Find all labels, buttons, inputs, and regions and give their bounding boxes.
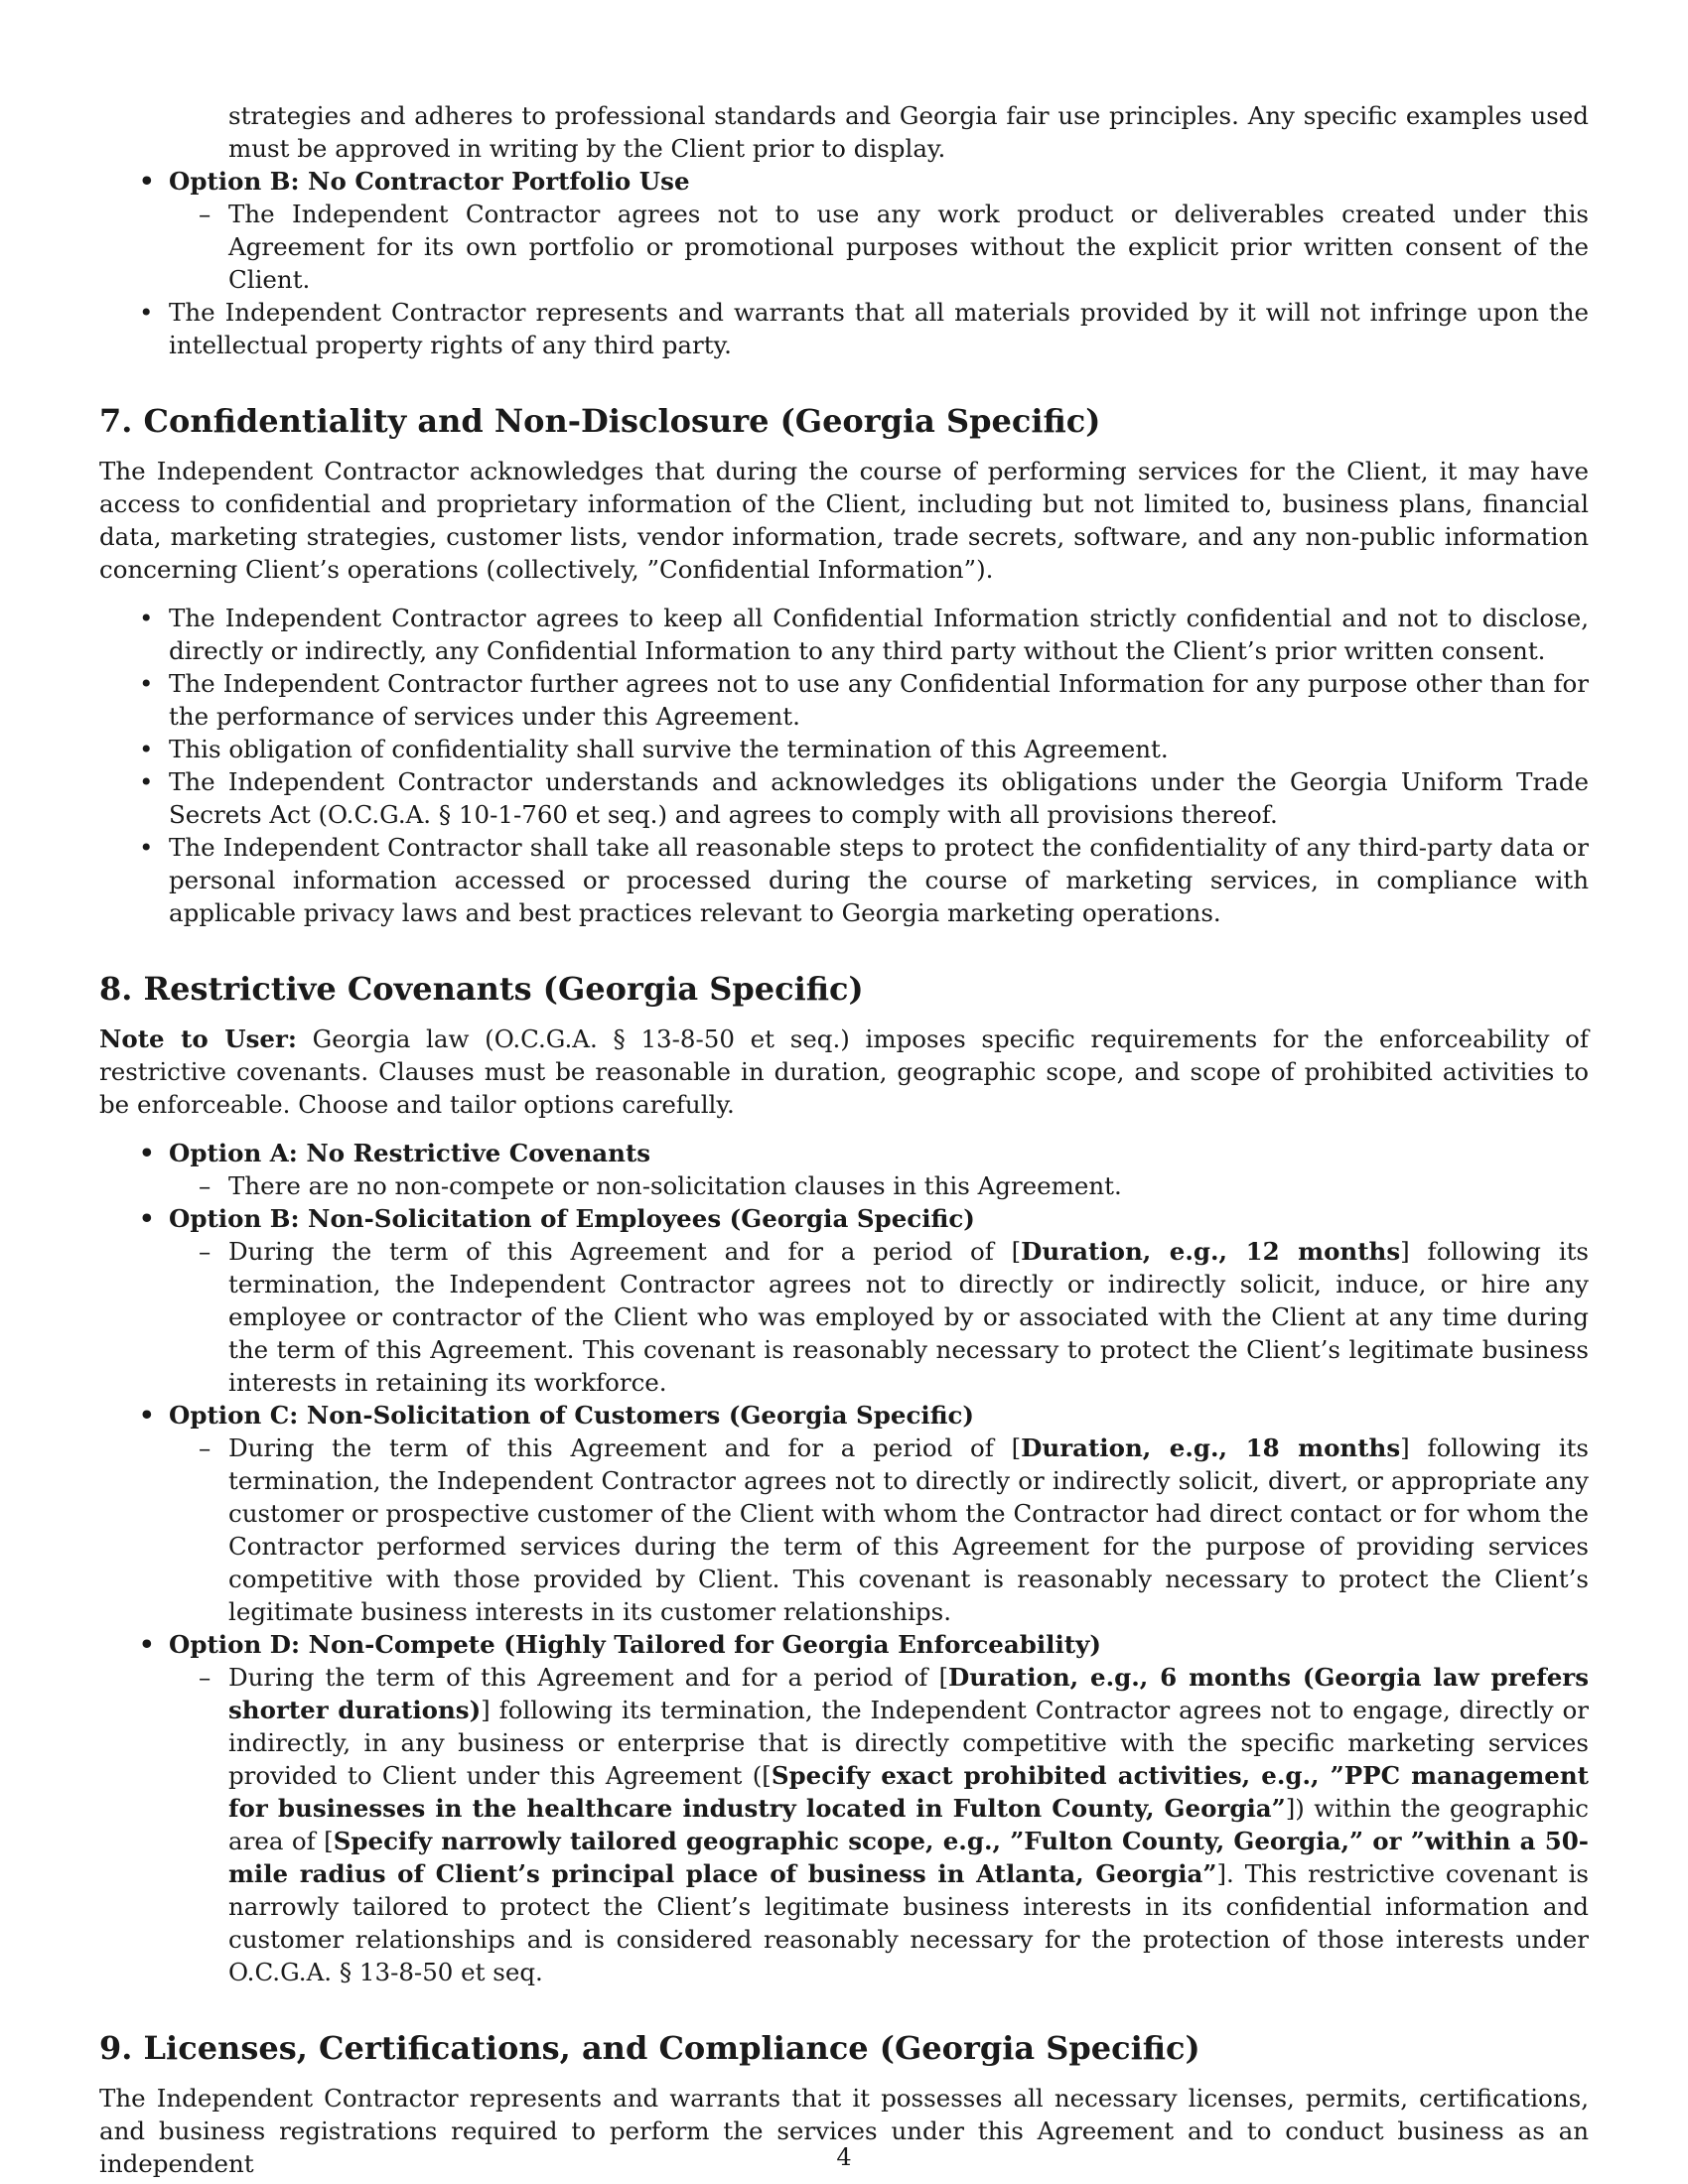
section-7-heading: 7. Confidentiality and Non-Disclosure (Georgia Specific) — [99, 402, 1101, 440]
option-d-geography: Specify narrowly tailored geographic scope, e.g., ”Fulton County, Georgia,” or ”within a 50-mile radius of Client’s principal place of business in Atlanta, Georgia” — [228, 1827, 1589, 1888]
list-item: • The Independent Contractor further agrees not to use any Confidential Information for any purpose other than for the performance of services under this Agreement. — [99, 667, 1589, 733]
list-item: • This obligation of confidentiality shall survive the termination of this Agreement. — [99, 733, 1589, 765]
section-9-paragraph: The Independent Contractor represents and warrants that it possesses all necessary licenses, permits, certifications, and business registrations required to perform the services under this Agreement and to conduct business as an independent — [99, 2084, 1589, 2178]
option-b-text — [99, 1235, 1589, 1399]
section-8-heading: 8. Restrictive Covenants (Georgia Specific) — [99, 970, 864, 1008]
option-b-text-pre: During the term of this Agreement and for a period of [ — [228, 1237, 1022, 1266]
option-d-text — [99, 1661, 1589, 1988]
section-9-heading: 9. Licenses, Certifications, and Compliance (Georgia Specific) — [99, 2029, 1200, 2067]
option-d-title: • Option D: Non-Compete (Highly Tailored for Georgia Enforceability) — [99, 1628, 1589, 1661]
option-b-duration: Duration, e.g., 12 months — [1021, 1237, 1401, 1266]
option-d-text-3: ]) within the geographic area of [ — [228, 1794, 1590, 1855]
option-a-continuation: strategies and adheres to professional standards and Georgia fair use principles. Any specific examples used must be approved in writing by the Client prior to display. — [228, 101, 1589, 163]
option-c-title: • Option C: Non-Solicitation of Customers (Georgia Specific) — [99, 1399, 1589, 1432]
option-c-text-pre: During the term of this Agreement and for a period of [ — [228, 1433, 1022, 1462]
option-d-text-4: ]. This restrictive covenant is narrowly tailored to protect the Client’s legitimate business interests in its confidential information and customer relationships and is considered reasonably necessary for the protection of those interests under O.C.G.A. § 13-8-50 et seq. — [228, 1859, 1589, 1986]
option-a-text: – There are no non-compete or non-solicitation clauses in this Agreement. — [99, 1169, 1589, 1202]
ip-warranty-bullet: • The Independent Contractor represents and warrants that all materials provided by it will not infringe upon the intellectual property rights of any third party. — [99, 296, 1589, 361]
section-7-paragraph: The Independent Contractor acknowledges that during the course of performing services for the Client, it may have access to confidential and proprietary information of the Client, including but not limited to, business plans, financial data, marketing strategies, customer lists, vendor information, trade secrets, software, and any non-public information concerning Client’s operations (collectively, ”Confidential Information”). — [99, 457, 1589, 584]
note-label: Note to User: — [99, 1024, 297, 1053]
option-d-duration: Duration, e.g., 6 months (Georgia law prefers shorter durations) — [228, 1663, 1589, 1724]
option-d-text-1: During the term of this Agreement and for a period of [ — [228, 1663, 949, 1692]
option-c-text — [99, 1432, 1589, 1628]
list-item: • The Independent Contractor understands and acknowledges its obligations under the Georgia Uniform Trade Secrets Act (O.C.G.A. § 10-1-760 et seq.) and agrees to comply with all provisions thereof. — [99, 765, 1589, 831]
list-item: • The Independent Contractor agrees to keep all Confidential Information strictly confidential and not to disclose, directly or indirectly, any Confidential Information to any third party without the Client’s prior written consent. — [99, 602, 1589, 667]
option-a-title: • Option A: No Restrictive Covenants — [99, 1137, 1589, 1169]
list-item: • The Independent Contractor shall take all reasonable steps to protect the confidentiality of any third-party data or personal information accessed or processed during the course of marketing services, in compliance with applicable privacy laws and best practices relevant to Georgia marketing operations. — [99, 831, 1589, 929]
option-b-text-post: ] following its termination, the Independent Contractor agrees not to directly or indirectly solicit, induce, or hire any employee or contractor of the Client who was employed by or associated with the Client at any time during the term of this Agreement. This covenant is reasonably necessary to protect the Client’s legitimate business interests in retaining its workforce. — [228, 1237, 1589, 1397]
option-b-portfolio-text: – The Independent Contractor agrees not to use any work product or deliverables created under this Agreement for its own portfolio or promotional purposes without the explicit prior written consent of the Client. — [99, 198, 1589, 296]
option-c-duration: Duration, e.g., 18 months — [1021, 1433, 1401, 1462]
option-b-portfolio-title: • Option B: No Contractor Portfolio Use — [99, 165, 1589, 198]
option-b-title: • Option B: Non-Solicitation of Employees (Georgia Specific) — [99, 1202, 1589, 1235]
option-d-activities: Specify exact prohibited activities, e.g., ”PPC management for businesses in the healthcare industry located in Fulton County, Georgia” — [228, 1761, 1589, 1823]
option-d-text-2: ] following its termination, the Independent Contractor agrees not to engage, directly or indirectly, in any business or enterprise that is directly competitive with the specific marketing services provided to Client under this Agreement ([ — [228, 1696, 1589, 1790]
option-c-text-post: ] following its termination, the Independent Contractor agrees not to directly or indirectly solicit, divert, or appropriate any customer or prospective customer of the Client with whom the Contractor had direct contact or for whom the Contractor performed services during the term of this Agreement for the purpose of providing services competitive with those provided by Client. This covenant is reasonably necessary to protect the Client’s legitimate business interests in its customer relationships. — [228, 1433, 1589, 1626]
section-8-options — [99, 1137, 1589, 1988]
document-page — [99, 99, 1589, 2180]
ip-options-list — [99, 165, 1589, 361]
section-7-bullets — [99, 602, 1589, 929]
section-8-note — [99, 1023, 1589, 1121]
page-number: 4 — [836, 2143, 852, 2171]
note-text: Georgia law (O.C.G.A. § 13-8-50 et seq.) imposes specific requirements for the enforceability of restrictive covenants. Clauses must be reasonable in duration, geographic scope, and scope of prohibited activities to be enforceable. Choose and tailor options carefully. — [99, 1024, 1589, 1119]
